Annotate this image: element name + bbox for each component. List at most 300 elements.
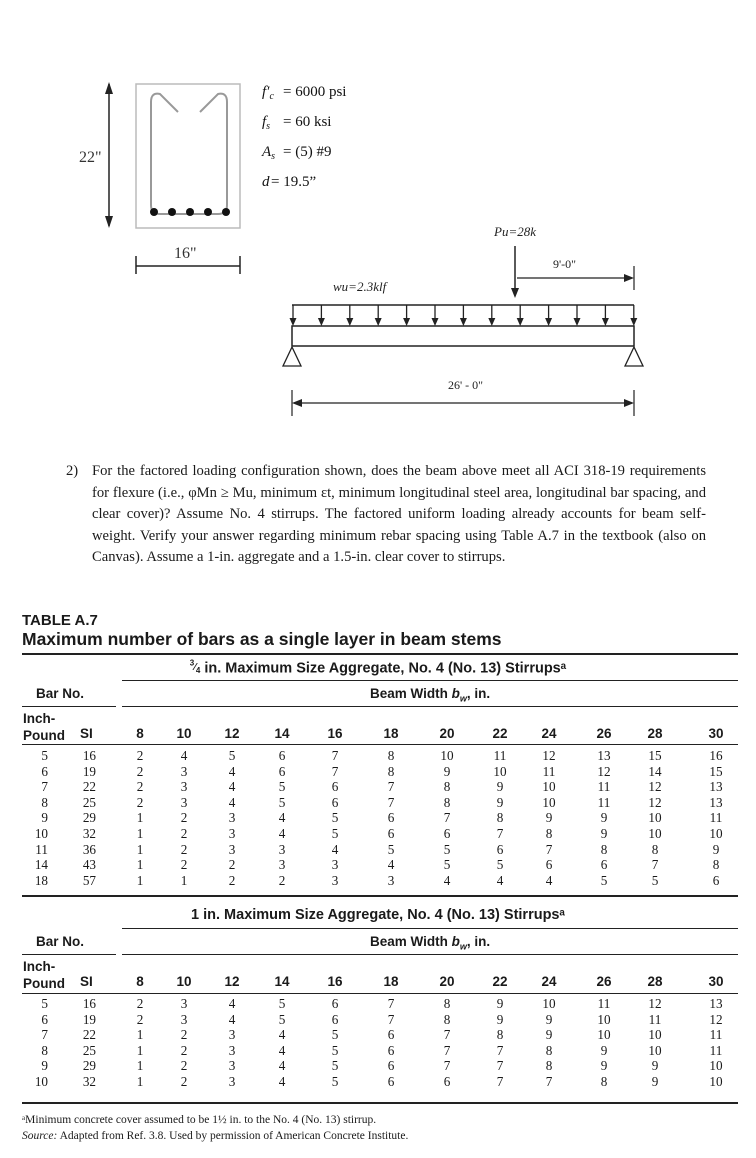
table-cell: 12 <box>648 794 662 810</box>
table-cell: 3 <box>387 872 395 888</box>
table-cell: 2 <box>180 1042 188 1058</box>
si-cell: 22 <box>82 779 96 795</box>
span-arrow-left <box>292 399 302 407</box>
width-header-28: 28 <box>647 726 663 741</box>
table-cell: 10 <box>648 1042 662 1058</box>
width-header-18: 18 <box>383 974 399 989</box>
table-cell: 3 <box>180 1011 188 1027</box>
section-title-1: $^3⁄_4$ in. Maximum Size Aggregate, No. 4 (No. 13) Stirrupsᵃ <box>189 659 567 677</box>
section-bottom-rule <box>22 1102 738 1104</box>
table-cell: 1 <box>136 1058 144 1074</box>
table-cell: 2 <box>136 794 144 810</box>
problem-text: For the factored loading configuration shown, does the beam above meet all ACI 318-19 requirements for flexure (i.e., φMn ≥ Mu, minimum εt, minimum longitudinal steel area, longitudinal bar spacing, and clear cover)? Assume No. 4 stirrups. The factored uniform loading already accounts for beam self-weight. Verify your answer regarding minimum rebar spacing using Table A.7 in the textbook (also on Canvas). Assume a 1-in. aggregate and a 1.5-in. clear cover to stirrups. <box>92 463 706 565</box>
table-footnote: ᵃMinimum concrete cover assumed to be 1½ in. to the No. 4 (No. 13) stirrup. <box>22 1114 377 1126</box>
problem-statement <box>66 461 706 569</box>
table-cell: 8 <box>496 810 504 826</box>
table-label: TABLE A.7 <box>22 612 98 629</box>
table-cell: 9 <box>651 1058 659 1074</box>
rebar <box>186 208 194 216</box>
table-cell: 9 <box>600 1058 608 1074</box>
table-cell: 5 <box>600 872 608 888</box>
table-cell: 10 <box>542 794 556 810</box>
table-cell: 3 <box>228 1058 236 1074</box>
table-cell: 16 <box>709 748 723 763</box>
table-cell: 1 <box>136 1042 144 1058</box>
table-cell: 10 <box>648 810 662 826</box>
inch-pound-cell: 8 <box>41 1042 48 1058</box>
table-cell: 8 <box>387 763 395 779</box>
dist-load-arrowhead <box>602 318 609 326</box>
table-cell: 4 <box>278 1042 286 1058</box>
width-header-22: 22 <box>492 726 508 741</box>
fs-symbol: $f_s$ <box>262 114 271 132</box>
table-cell: 5 <box>331 1058 339 1074</box>
stirrup-hook-right <box>200 94 227 124</box>
table-cell: 9 <box>545 1011 553 1027</box>
table-cell: 5 <box>278 794 286 810</box>
table-cell: 4 <box>278 1027 286 1043</box>
table-cell: 3 <box>278 841 286 857</box>
si-cell: 25 <box>82 1042 96 1058</box>
table-cell: 2 <box>180 826 188 841</box>
fc-symbol: $f'_c$ <box>262 84 274 102</box>
dist-load-arrowhead <box>517 318 524 326</box>
table-cell: 9 <box>496 779 504 795</box>
table-cell: 3 <box>331 857 339 873</box>
table-cell: 7 <box>496 1058 504 1074</box>
table-cell: 4 <box>228 1011 236 1027</box>
bar-no-rule <box>22 706 116 707</box>
table-cell: 4 <box>496 872 504 888</box>
dist-load-arrowhead <box>432 318 439 326</box>
table-cell: 9 <box>651 1074 659 1089</box>
table-cell: 12 <box>709 1011 723 1027</box>
width-header-14: 14 <box>274 726 290 741</box>
table-cell: 3 <box>228 1074 236 1089</box>
table-cell: 12 <box>597 763 611 779</box>
rebar <box>168 208 176 216</box>
table-cell: 8 <box>443 779 451 795</box>
table-cell: 1 <box>136 826 144 841</box>
table-cell: 6 <box>443 826 451 841</box>
table-cell: 9 <box>496 996 504 1011</box>
inch-pound-cell: 11 <box>35 841 48 857</box>
inch-pound-cell: 18 <box>34 872 48 888</box>
table-cell: 10 <box>648 1027 662 1043</box>
width-label: 16" <box>174 245 197 262</box>
height-arrow-bottom <box>105 216 113 228</box>
si-cell: 25 <box>82 794 96 810</box>
dist-load-arrowhead <box>630 318 637 326</box>
table-cell: 9 <box>443 763 451 779</box>
table-cell: 2 <box>136 763 144 779</box>
inch-pound-cell: 9 <box>41 1058 48 1074</box>
table-cell: 10 <box>597 1027 611 1043</box>
dist-load-arrowhead <box>375 318 382 326</box>
table-cell: 9 <box>545 1027 553 1043</box>
inch-pound-cell: 7 <box>41 1027 48 1043</box>
table-cell: 7 <box>443 1058 451 1074</box>
table-cell: 3 <box>180 996 188 1011</box>
rebar <box>150 208 158 216</box>
table-cell: 14 <box>648 763 662 779</box>
table-cell: 6 <box>387 1027 395 1043</box>
table-cell: 4 <box>228 794 236 810</box>
table-cell: 11 <box>542 763 556 779</box>
table-cell: 1 <box>136 810 144 826</box>
table-cell: 7 <box>387 794 395 810</box>
bar-no-header: Bar No. <box>36 686 85 701</box>
table-cell: 7 <box>545 1074 553 1089</box>
rebar <box>222 208 230 216</box>
table-cell: 7 <box>443 1042 451 1058</box>
si-cell: 43 <box>82 857 96 873</box>
beam-diagram <box>0 0 756 440</box>
table-cell: 13 <box>709 996 723 1011</box>
height-label: 22" <box>79 149 102 166</box>
table-cell: 9 <box>496 794 504 810</box>
table-cell: 5 <box>331 1027 339 1043</box>
table-cell: 3 <box>228 1042 236 1058</box>
inch-pound-header: Inch- Pound <box>23 959 65 991</box>
fraction-three-quarter: $^3⁄_4$ <box>189 659 201 676</box>
table-caption: Maximum number of bars as a single layer in beam stems <box>22 629 502 649</box>
table-cell: 1 <box>136 841 144 857</box>
width-header-16: 16 <box>327 974 343 989</box>
table-cell: 1 <box>136 872 144 888</box>
height-arrow-top <box>105 82 113 94</box>
table-cell: 4 <box>278 1058 286 1074</box>
table-cell: 7 <box>545 841 553 857</box>
table-cell: 5 <box>331 826 339 841</box>
table-cell: 1 <box>136 1074 144 1089</box>
beam-width-rule <box>122 954 738 955</box>
table-cell: 10 <box>440 748 454 763</box>
section-title-2: 1 in. Maximum Size Aggregate, No. 4 (No. 13) Stirrupsᵃ <box>191 907 565 923</box>
inch-pound-cell: 10 <box>34 826 48 841</box>
table-cell: 10 <box>542 996 556 1011</box>
fc-value: = 6000 psi <box>283 84 347 100</box>
support-right <box>625 347 643 366</box>
table-cell: 5 <box>278 1011 286 1027</box>
table-cell: 6 <box>712 872 720 888</box>
span-label: 26' - 0" <box>448 378 484 392</box>
table-cell: 4 <box>443 872 451 888</box>
table-cell: 7 <box>387 1011 395 1027</box>
width-header-24: 24 <box>541 726 557 741</box>
table-cell: 5 <box>443 857 451 873</box>
table-cell: 7 <box>496 1042 504 1058</box>
table-cell: 8 <box>443 1011 451 1027</box>
table-cell: 3 <box>180 763 188 779</box>
table-cell: 6 <box>331 996 339 1011</box>
table-cell: 5 <box>278 779 286 795</box>
table-cell: 13 <box>709 779 723 795</box>
table-cell: 8 <box>545 1042 553 1058</box>
table-cell: 4 <box>278 810 286 826</box>
width-header-22: 22 <box>492 974 508 989</box>
width-header-26: 26 <box>596 974 612 989</box>
table-cell: 2 <box>180 841 188 857</box>
table-source <box>22 1130 408 1142</box>
table-cell: 10 <box>709 1058 723 1074</box>
si-cell: 16 <box>82 996 96 1011</box>
si-cell: 16 <box>82 748 96 763</box>
table-cell: 2 <box>228 872 236 888</box>
table-cell: 9 <box>600 810 608 826</box>
section-title-rule <box>122 928 738 929</box>
table-cell: 12 <box>648 779 662 795</box>
as-symbol: $A_s$ <box>262 144 276 162</box>
table-cell: 11 <box>597 996 611 1011</box>
inch-pound-cell: 9 <box>41 810 48 826</box>
table-cell: 8 <box>712 857 720 873</box>
table-cell: 6 <box>278 748 286 763</box>
dist-load-arrowhead <box>460 318 467 326</box>
table-cell: 5 <box>331 1042 339 1058</box>
source-label: Source: <box>22 1130 58 1142</box>
beam-width-rule <box>122 706 738 707</box>
width-header-26: 26 <box>596 726 612 741</box>
width-header-10: 10 <box>176 726 192 741</box>
table-cell: 5 <box>331 1074 339 1089</box>
dist-load-arrowhead <box>545 318 552 326</box>
width-header-20: 20 <box>439 726 455 741</box>
inch-pound-cell: 6 <box>41 1011 48 1027</box>
table-cell: 7 <box>387 779 395 795</box>
table-cell: 10 <box>648 826 662 841</box>
table-cell: 7 <box>331 748 339 763</box>
source-text: Adapted from Ref. 3.8. Used by permission of American Concrete Institute. <box>59 1130 409 1142</box>
stirrup <box>151 124 227 214</box>
table-cell: 11 <box>597 779 611 795</box>
inch-pound-cell: 14 <box>34 857 48 873</box>
table-cell: 8 <box>443 996 451 1011</box>
table-cell: 4 <box>331 841 339 857</box>
table-cell: 7 <box>496 826 504 841</box>
dist-load-arrowhead <box>574 318 581 326</box>
dist-load-arrowhead <box>403 318 410 326</box>
problem-number: 2) <box>66 463 79 479</box>
width-header-8: 8 <box>136 974 144 989</box>
table-cell: 5 <box>278 996 286 1011</box>
table-cell: 11 <box>648 1011 662 1027</box>
width-header-12: 12 <box>224 726 240 741</box>
dist-load-arrows <box>290 305 638 326</box>
dist-load-arrowhead <box>488 318 495 326</box>
table-cell: 5 <box>651 872 659 888</box>
load-offset-arrow <box>624 274 634 282</box>
table-cell: 12 <box>648 996 662 1011</box>
dist-load-arrowhead <box>346 318 353 326</box>
table-cell: 2 <box>180 1074 188 1089</box>
table-cell: 6 <box>545 857 553 873</box>
table-cell: 11 <box>709 810 723 826</box>
rebar <box>204 208 212 216</box>
table-cell: 3 <box>228 810 236 826</box>
table-cell: 7 <box>443 810 451 826</box>
si-cell: 57 <box>82 872 96 888</box>
table-cell: 2 <box>136 748 144 763</box>
si-cell: 32 <box>82 826 96 841</box>
table-cell: 10 <box>709 1074 723 1089</box>
inch-pound-cell: 7 <box>41 779 48 795</box>
table-cell: 8 <box>545 1058 553 1074</box>
table-cell: 8 <box>651 841 659 857</box>
table-cell: 2 <box>180 857 188 873</box>
width-header-14: 14 <box>274 974 290 989</box>
bar-no-header: Bar No. <box>36 934 85 949</box>
table-cell: 6 <box>387 810 395 826</box>
table-cell: 3 <box>331 872 339 888</box>
width-header-16: 16 <box>327 726 343 741</box>
beam-member <box>292 326 634 346</box>
table-cell: 9 <box>545 810 553 826</box>
si-cell: 29 <box>82 810 96 826</box>
dist-load-arrowhead <box>290 318 297 326</box>
si-cell: 32 <box>82 1074 96 1089</box>
table-cell: 9 <box>600 1042 608 1058</box>
fs-value: = 60 ksi <box>283 114 332 130</box>
table-cell: 5 <box>331 810 339 826</box>
beam-width-header: Beam Width $b_w$, in. <box>370 686 491 704</box>
width-header-30: 30 <box>708 974 724 989</box>
table-cell: 6 <box>387 826 395 841</box>
si-header: SI <box>80 974 93 989</box>
point-load-arrowhead <box>511 288 519 298</box>
inch-pound-cell: 5 <box>41 996 48 1011</box>
table-cell: 8 <box>443 794 451 810</box>
width-header-8: 8 <box>136 726 144 741</box>
support-left <box>283 347 301 366</box>
section-title-rule <box>122 680 738 681</box>
table-cell: 13 <box>597 748 611 763</box>
table-cell: 1 <box>180 872 188 888</box>
table-cell: 9 <box>600 826 608 841</box>
table-cell: 5 <box>387 841 395 857</box>
table-cell: 3 <box>228 1027 236 1043</box>
si-cell: 36 <box>82 841 96 857</box>
table-cell: 6 <box>387 1074 395 1089</box>
table-cell: 15 <box>709 763 723 779</box>
point-load-label: Pu=28k <box>494 224 536 239</box>
inch-pound-cell: 6 <box>41 763 48 779</box>
table-cell: 11 <box>709 1042 723 1058</box>
table-cell: 2 <box>136 996 144 1011</box>
table-cell: 4 <box>278 1074 286 1089</box>
width-header-12: 12 <box>224 974 240 989</box>
table-cell: 4 <box>180 748 188 763</box>
table-cell: 5 <box>496 857 504 873</box>
table-cell: 6 <box>278 763 286 779</box>
table-top-rule <box>22 653 738 655</box>
table-cell: 3 <box>278 857 286 873</box>
table-cell: 10 <box>493 763 507 779</box>
table-cell: 5 <box>228 748 236 763</box>
table-cell: 1 <box>136 857 144 873</box>
table-cell: 10 <box>542 779 556 795</box>
width-header-24: 24 <box>541 974 557 989</box>
table-cell: 8 <box>496 1027 504 1043</box>
si-cell: 19 <box>82 763 96 779</box>
material-properties <box>261 84 346 190</box>
table-cell: 7 <box>331 763 339 779</box>
table-cell: 4 <box>387 857 395 873</box>
table-cell: 5 <box>443 841 451 857</box>
bar-no-rule <box>22 954 116 955</box>
table-cell: 11 <box>709 1027 723 1043</box>
table-cell: 8 <box>545 826 553 841</box>
table-cell: 11 <box>597 794 611 810</box>
table-cell: 3 <box>180 794 188 810</box>
width-header-28: 28 <box>647 974 663 989</box>
table-cell: 13 <box>709 794 723 810</box>
width-header-20: 20 <box>439 974 455 989</box>
si-cell: 29 <box>82 1058 96 1074</box>
table-cell: 12 <box>542 748 556 763</box>
table-cell: 2 <box>180 1058 188 1074</box>
inch-pound-cell: 5 <box>41 748 48 763</box>
dist-load-label: wu=2.3klf <box>333 279 387 294</box>
table-cell: 3 <box>228 826 236 841</box>
inch-pound-header: Inch- Pound <box>23 711 65 743</box>
stirrup-hook-left <box>151 94 178 124</box>
width-header-18: 18 <box>383 726 399 741</box>
si-cell: 22 <box>82 1027 96 1043</box>
table-cell: 2 <box>228 857 236 873</box>
table-cell: 15 <box>648 748 662 763</box>
si-header: SI <box>80 726 93 741</box>
header-bottom-rule <box>22 993 738 994</box>
dist-load-arrowhead <box>318 318 325 326</box>
table-cell: 4 <box>545 872 553 888</box>
table-cell: 2 <box>136 779 144 795</box>
table-cell: 3 <box>228 841 236 857</box>
table-cell: 6 <box>600 857 608 873</box>
table-cell: 10 <box>709 826 723 841</box>
table-cell: 3 <box>180 779 188 795</box>
beam-width-header: Beam Width $b_w$, in. <box>370 934 491 952</box>
table-cell: 4 <box>228 779 236 795</box>
table-cell: 8 <box>600 841 608 857</box>
table-cell: 2 <box>136 1011 144 1027</box>
table-cell: 4 <box>278 826 286 841</box>
table-cell: 1 <box>136 1027 144 1043</box>
width-header-10: 10 <box>176 974 192 989</box>
load-offset-label: 9'-0" <box>553 257 577 271</box>
table-cell: 6 <box>443 1074 451 1089</box>
table-cell: 10 <box>597 1011 611 1027</box>
table-cell: 6 <box>496 841 504 857</box>
table-cell: 2 <box>180 810 188 826</box>
width-header-30: 30 <box>708 726 724 741</box>
table-cell: 11 <box>493 748 507 763</box>
table-cell: 7 <box>651 857 659 873</box>
d-symbol: d <box>262 174 270 190</box>
table-cell: 8 <box>600 1074 608 1089</box>
table-cell: 6 <box>387 1058 395 1074</box>
table-cell: 6 <box>331 779 339 795</box>
table-cell: 8 <box>387 748 395 763</box>
table-cell: 6 <box>331 794 339 810</box>
section-bottom-rule <box>22 895 738 897</box>
table-cell: 2 <box>180 1027 188 1043</box>
d-value: = 19.5” <box>271 174 317 190</box>
inch-pound-cell: 10 <box>34 1074 48 1089</box>
table-cell: 4 <box>228 763 236 779</box>
table-cell: 4 <box>228 996 236 1011</box>
table-cell: 7 <box>496 1074 504 1089</box>
